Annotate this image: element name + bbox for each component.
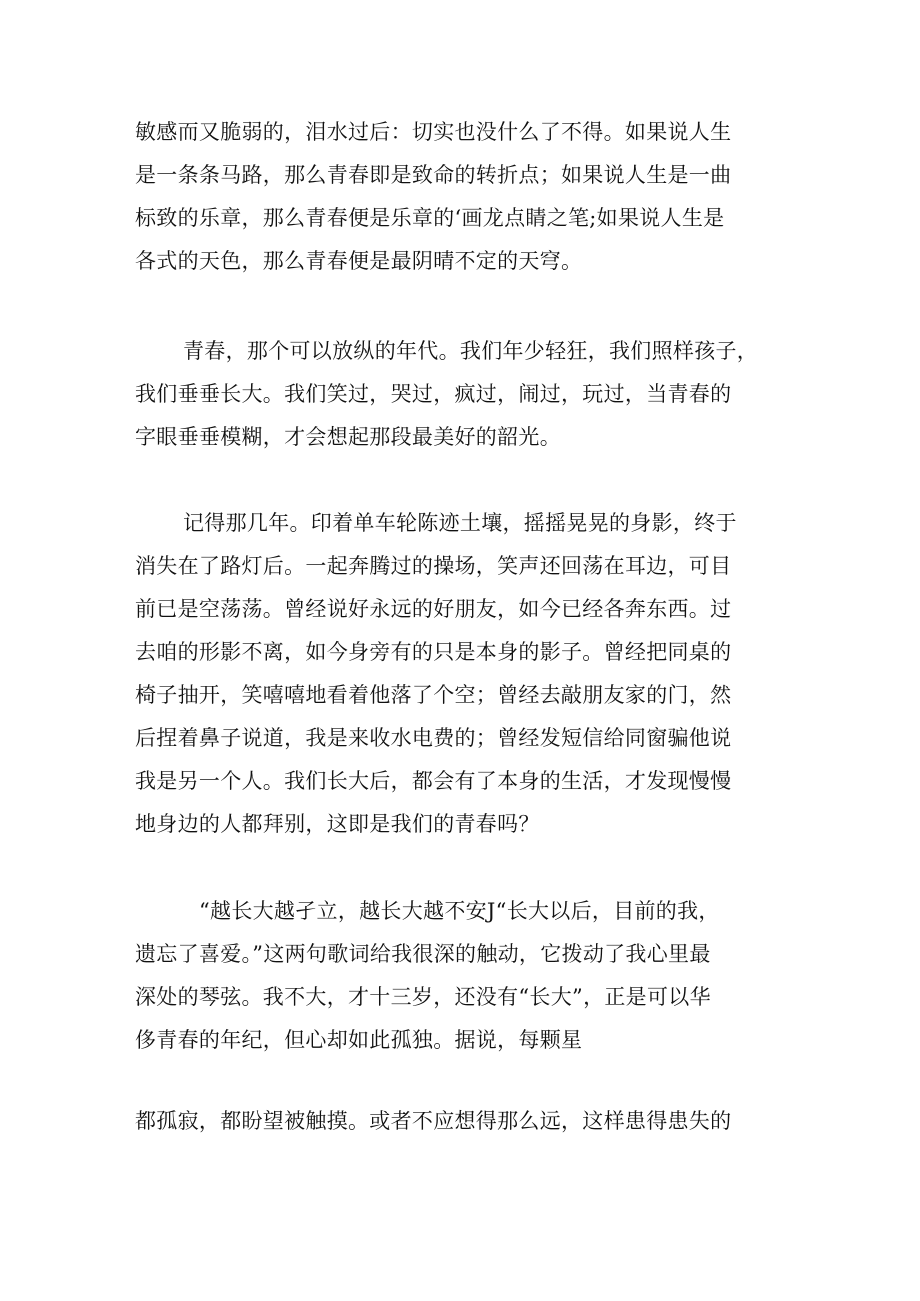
text-line: 消失在了路灯后。一起奔腾过的操场，笑声还回荡在耳边，可目 [135,554,732,578]
paragraph-2 [135,330,795,459]
text-line: 深处的琴弦。我不大，才十三岁，还没有“长大”，正是可以华 [135,985,711,1009]
text-line: 前已是空荡荡。曾经说好永远的好朋友，如今已经各奔东西。过 [135,597,732,621]
text-line: 青春，那个可以放纵的年代。我们年少轻狂，我们照样孩子， [183,339,759,363]
text-line: 各式的天色，那么青春便是最阴晴不定的天穹。 [135,249,583,273]
text-line: 侈青春的年纪，但心却如此孤独。据说，每颗星 [135,1028,583,1052]
text-line: 敏感而又脆弱的，泪水过后：切实也没什么了不得。如果说人生 [135,120,732,144]
text-line: 去咱的形影不离，如今身旁有的只是本身的影子。曾经把同桌的 [135,640,732,664]
paragraph-3 [135,502,795,846]
text-line: 字眼垂垂模糊，才会想起那段最美好的韶光。 [135,425,561,449]
text-line: 后捏着鼻子说道，我是来收水电费的；曾经发短信给同窗骗他说 [135,726,732,750]
text-line: 标致的乐章，那么青春便是乐章的‘画龙点睛之笔;如果说人生是 [135,206,725,230]
text-line: 我们垂垂长大。我们笑过，哭过，疯过，闹过，玩过，当青春的 [135,382,732,406]
text-line: 都孤寂，都盼望被触摸。或者不应想得那么远，这样患得患失的 [135,1109,732,1133]
text-line: “越长大越孑立，越长大越不安J“长大以后，目前的我， [199,899,720,923]
text-line: 地身边的人都拜别，这即是我们的青春吗？ [135,812,540,836]
text-line: 遗忘了喜爱。”这两句歌词给我很深的触动，它拨动了我心里最 [135,942,711,966]
text-line: 记得那几年。印着单车轮陈迹土壤，摇摇晃晃的身影，终于 [183,511,737,535]
paragraph-1 [135,111,795,283]
text-line: 是一条条马路，那么青春即是致命的转折点；如果说人生是一曲 [135,163,732,187]
text-line: 我是另一个人。我们长大后，都会有了本身的生活，才发现慢慢 [135,769,732,793]
text-line: 椅子抽开，笑嘻嘻地看着他落了个空；曾经去敲朋友家的门，然 [135,683,732,707]
paragraph-5 [135,1100,795,1143]
paragraph-4 [135,890,795,1062]
